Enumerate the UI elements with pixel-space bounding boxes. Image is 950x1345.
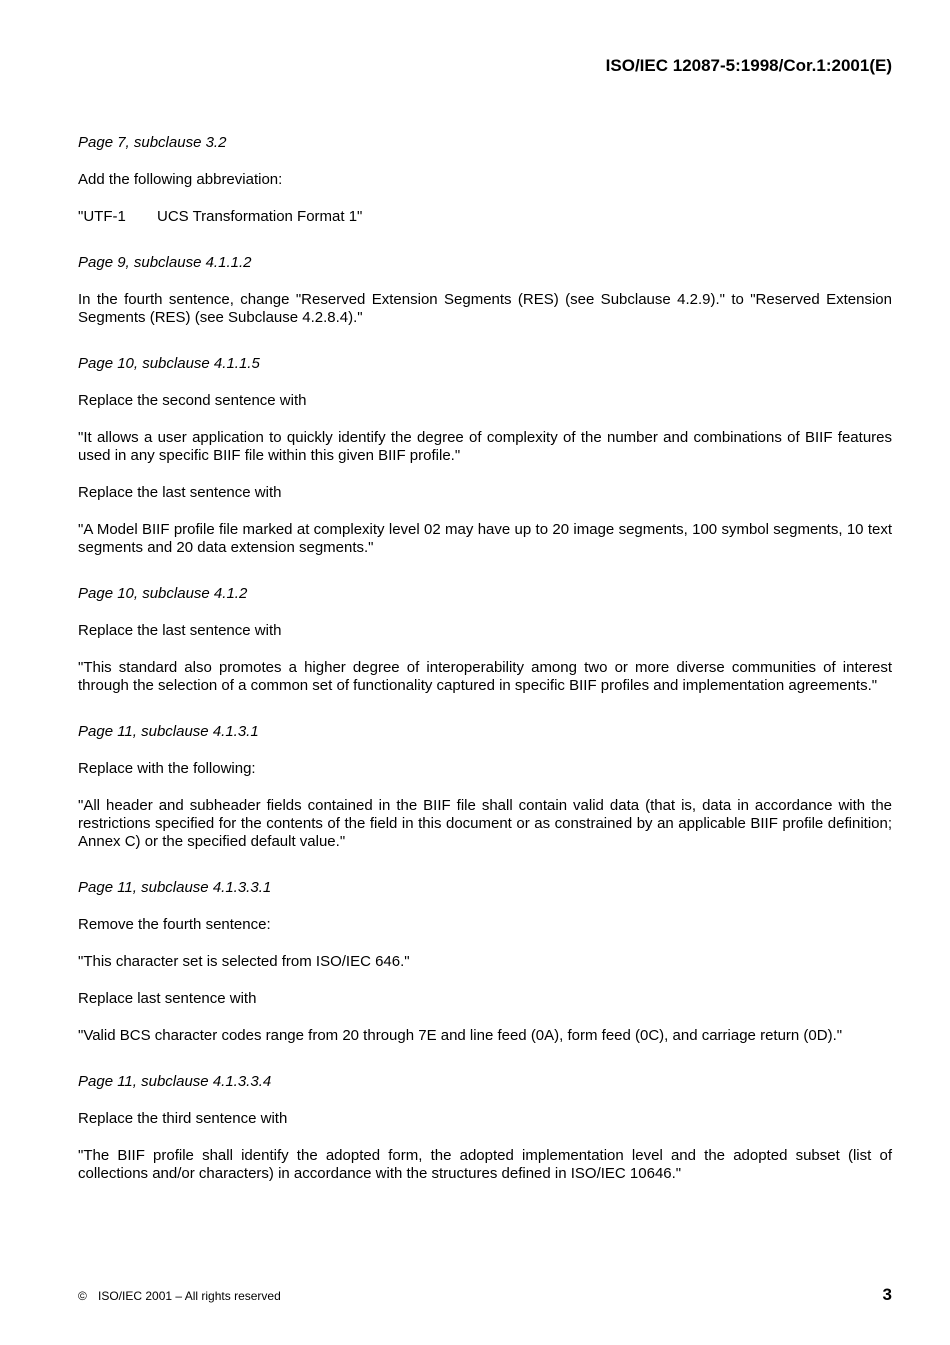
section-page9-4-1-1-2: [78, 254, 892, 327]
replacement-text: "The BIIF profile shall identify the adopted form, the adopted implementation level and the adopted subset (list of collections and/or characters) in accordance with the structures defined in ISO/IEC 10646.": [78, 1147, 892, 1182]
section-heading: Page 7, subclause 3.2: [78, 134, 227, 151]
replacement-text: "This standard also promotes a higher degree of interoperability among two or more diverse communities of interest through the selection of a common set of functionality captured in specific BIIF profiles and implementation agreements.": [78, 659, 892, 694]
replacement-text: "A Model BIIF profile file marked at complexity level 02 may have up to 20 image segments, 100 symbol segments, 10 text segments and 20 data extension segments.": [78, 521, 892, 556]
copyright-icon: ©: [78, 1289, 87, 1303]
replacement-text: "Valid BCS character codes range from 20 through 7E and line feed (0A), form feed (0C), and carriage return (0D).": [78, 1027, 843, 1044]
replacement-text: "It allows a user application to quickly identify the degree of complexity of the number and combinations of BIIF features used in any specific BIIF file within this given BIIF profile.": [78, 429, 892, 464]
instruction-text: In the fourth sentence, change "Reserved Extension Segments (RES) (see Subclause 4.2.9)." to "Reserved Extension Segments (RES) (see Subclause 4.2.8.4).": [78, 291, 892, 326]
instruction-text: Replace the second sentence with: [78, 392, 307, 409]
section-page10-4-1-1-5: [78, 355, 892, 557]
removed-text: "This character set is selected from ISO/IEC 646.": [78, 953, 410, 970]
page-number: 3: [882, 1285, 892, 1304]
replacement-text: "All header and subheader fields contained in the BIIF file shall contain valid data (that is, data in accordance with the restrictions specified for the contents of the field in this document or as constrained by an applicable BIIF profile definition; Annex C) or the specified default value.": [78, 797, 892, 850]
section-heading: Page 10, subclause 4.1.2: [78, 585, 248, 602]
instruction-text: Remove the fourth sentence:: [78, 916, 271, 933]
section-heading: Page 9, subclause 4.1.1.2: [78, 254, 252, 271]
abbreviation-term: "UTF-1: [78, 208, 126, 225]
abbreviation-definition: UCS Transformation Format 1": [157, 208, 363, 225]
section-heading: Page 11, subclause 4.1.3.3.4: [78, 1073, 272, 1090]
instruction-text: Replace last sentence with: [78, 990, 257, 1007]
section-heading: Page 10, subclause 4.1.1.5: [78, 355, 260, 372]
document-body: [78, 134, 892, 1211]
instruction-text: Replace the third sentence with: [78, 1110, 288, 1127]
section-page10-4-1-2: [78, 585, 892, 695]
section-heading: Page 11, subclause 4.1.3.1: [78, 723, 259, 740]
section-page11-4-1-3-3-4: [78, 1073, 892, 1183]
copyright-footer: [78, 1289, 281, 1303]
document-id-header: ISO/IEC 12087-5:1998/Cor.1:2001(E): [605, 56, 892, 75]
abbreviation-entry: [78, 208, 892, 226]
instruction-text: Replace with the following:: [78, 760, 256, 777]
section-page7-3-2: [78, 134, 892, 226]
copyright-text: ISO/IEC 2001 – All rights reserved: [98, 1289, 281, 1303]
instruction-text: Add the following abbreviation:: [78, 171, 283, 188]
section-page11-4-1-3-3-1: [78, 879, 892, 1045]
section-heading: Page 11, subclause 4.1.3.3.1: [78, 879, 272, 896]
section-page11-4-1-3-1: [78, 723, 892, 851]
instruction-text: Replace the last sentence with: [78, 484, 282, 501]
instruction-text: Replace the last sentence with: [78, 622, 282, 639]
